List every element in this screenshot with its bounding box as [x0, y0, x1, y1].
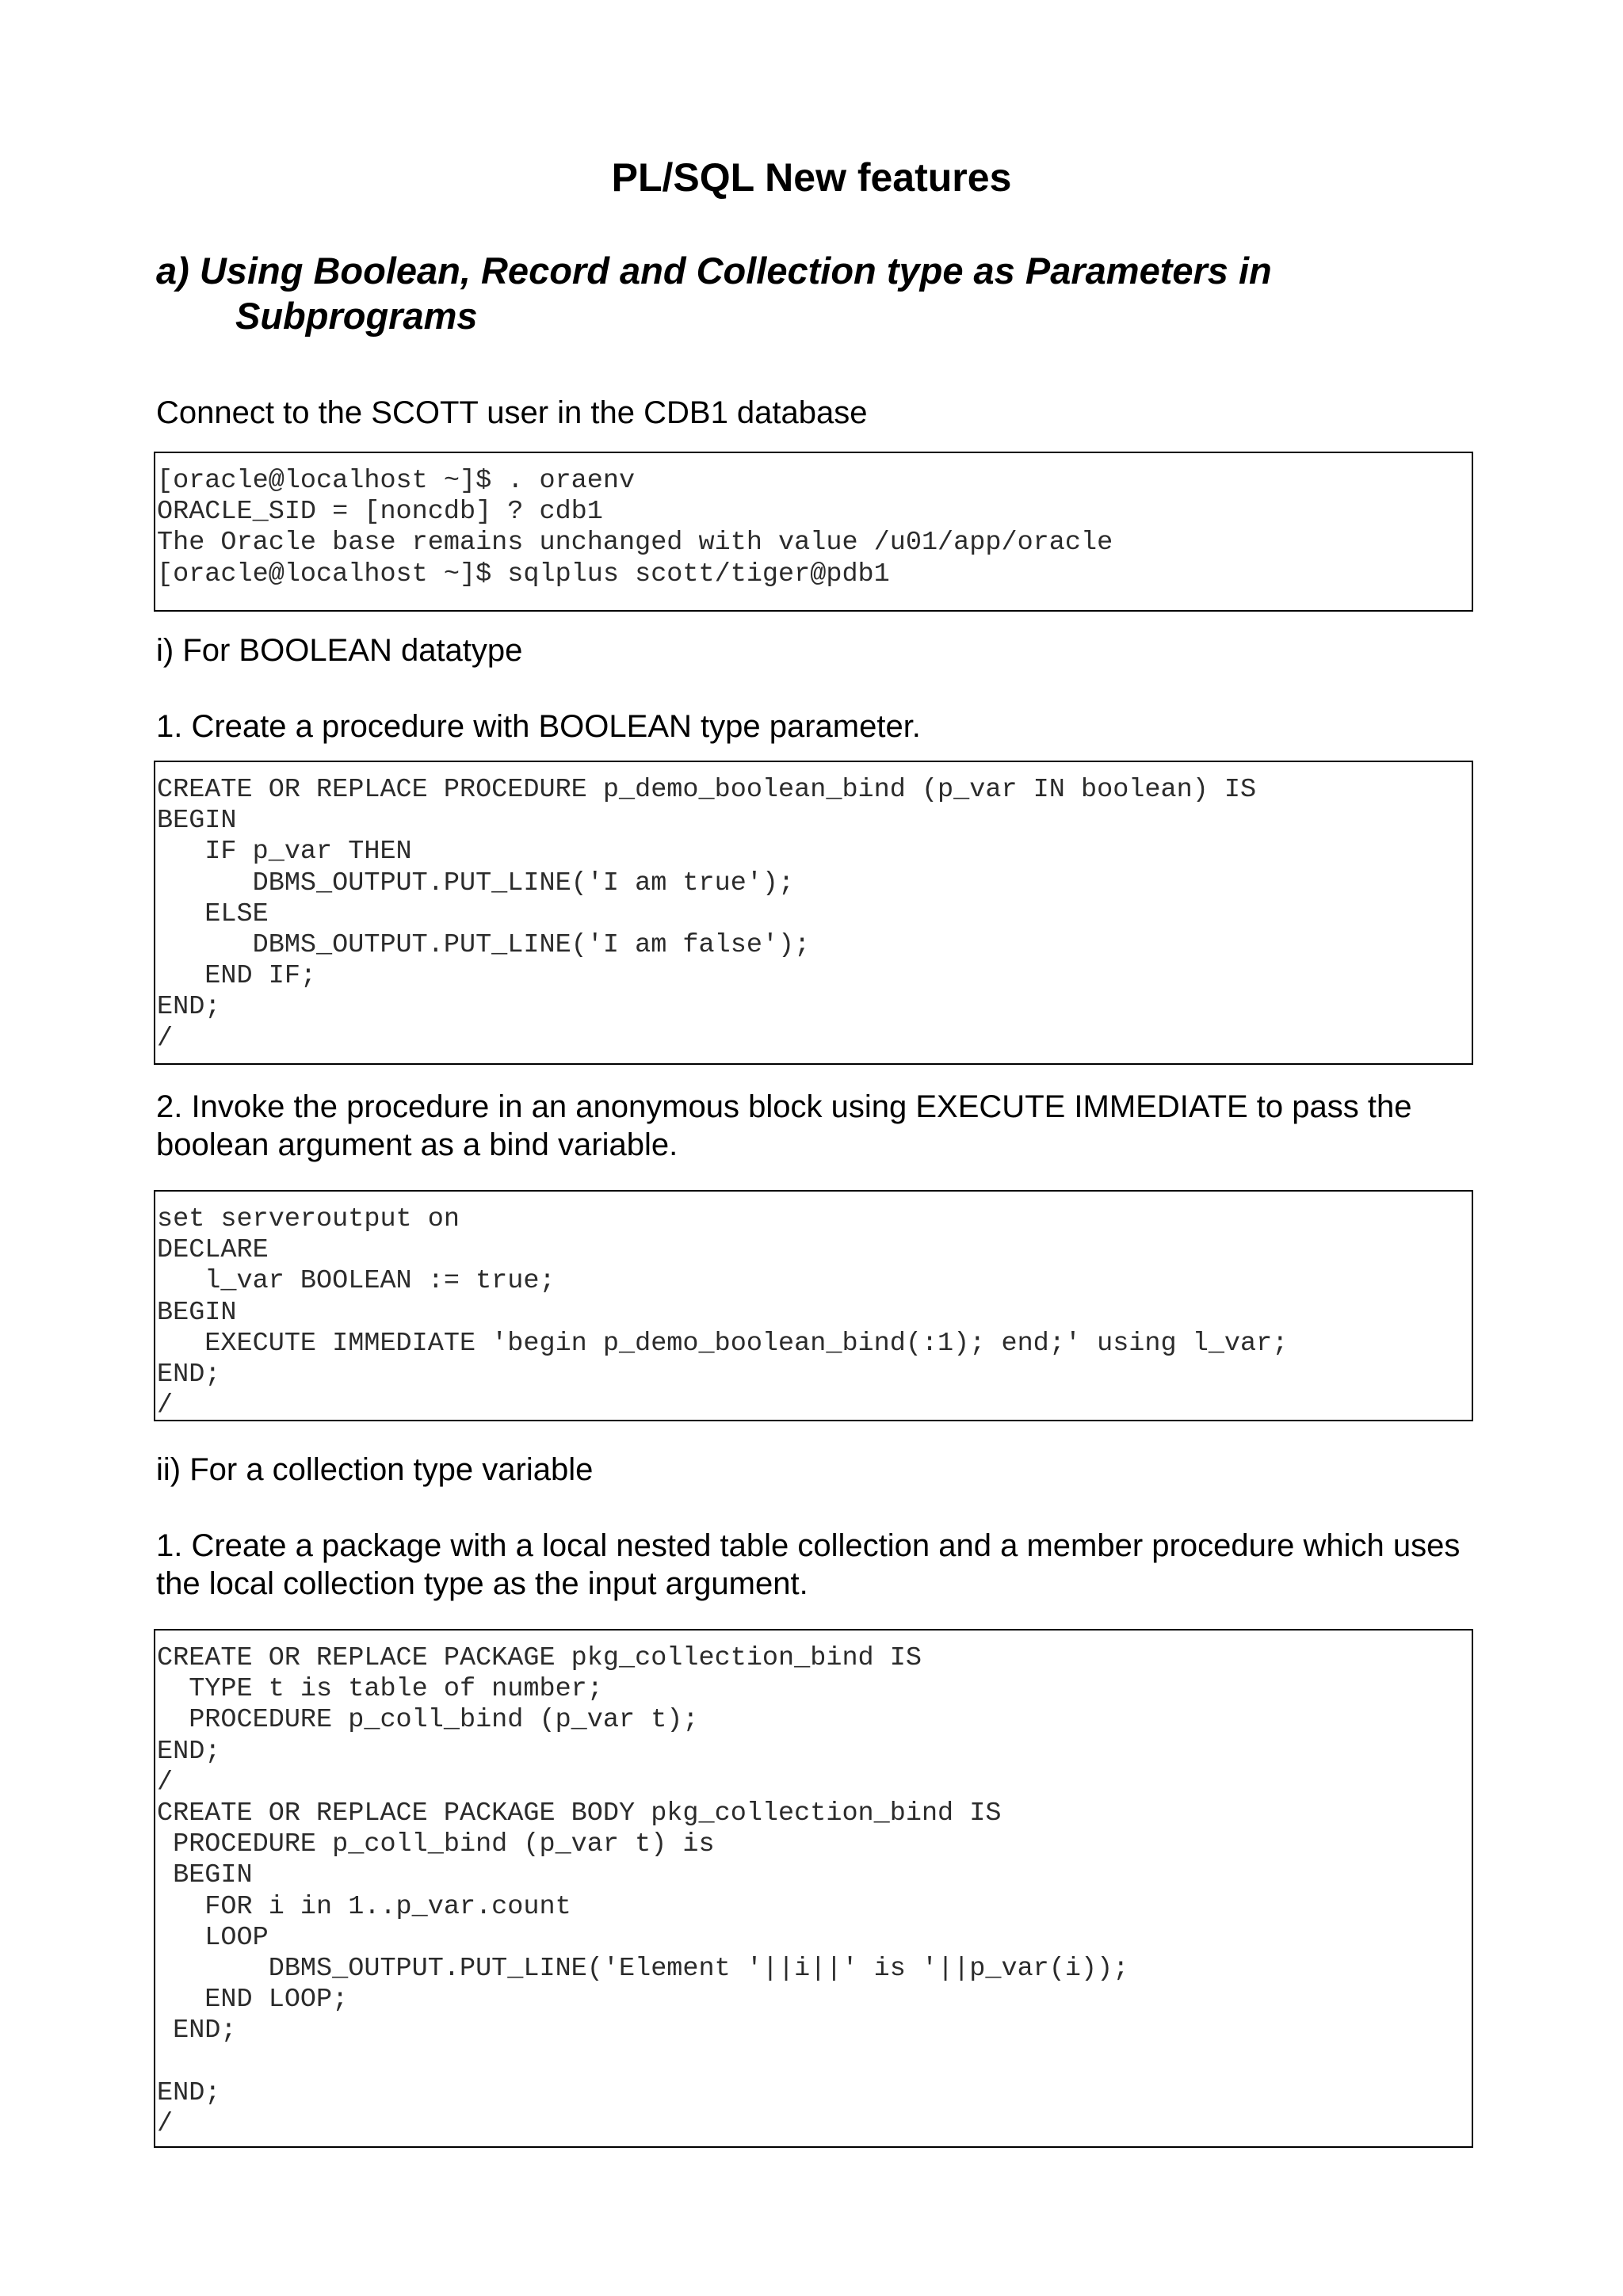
section-a-heading [156, 248, 1503, 338]
collection-step-1: 1. Create a package with a local nested table collection and a member procedure which uses the local collection type as the input argument. [156, 1528, 1461, 1601]
code-block-boolean-procedure: CREATE OR REPLACE PROCEDURE p_demo_boolean_bind (p_var IN boolean) IS BEGIN IF p_var THEN DBMS_OUTPUT.PUT_LINE('I am true'); ELSE DBMS_OUTPUT.PUT_LINE('I am false'); END IF; END; / [154, 761, 1473, 1065]
boolean-step-1: 1. Create a procedure with BOOLEAN type parameter. [156, 709, 921, 744]
section-a-heading-line2: Subprograms [235, 295, 478, 337]
boolean-step-2: 2. Invoke the procedure in an anonymous block using EXECUTE IMMEDIATE to pass the boolean argument as a bind variable. [156, 1089, 1412, 1162]
intro-text: Connect to the SCOTT user in the CDB1 database [156, 395, 868, 430]
code-block-boolean-invoke: set serveroutput on DECLARE l_var BOOLEAN := true; BEGIN EXECUTE IMMEDIATE 'begin p_demo_boolean_bind(:1); end;' using l_var; END; / [154, 1190, 1473, 1421]
code-block-collection-package: CREATE OR REPLACE PACKAGE pkg_collection_bind IS TYPE t is table of number; PROCEDURE p_coll_bind (p_var t); END; / CREATE OR REPLACE PACKAGE BODY pkg_collection_bind IS PROCEDURE p_coll_bind (p_var t) is BEGIN FOR i in 1..p_var.count LOOP DBMS_OUTPUT.PUT_LINE('Element '||i||' is '||p_var(i)); END LOOP; END; END; / [154, 1629, 1473, 2148]
code-block-connect: [oracle@localhost ~]$ . oraenv ORACLE_SID = [noncdb] ? cdb1 The Oracle base remains unchanged with value /u01/app/oracle [oracle@localhost ~]$ sqlplus scott/tiger@pdb1 [154, 452, 1473, 612]
page-title: PL/SQL New features [611, 155, 1012, 200]
section-a-heading-line1: a) Using Boolean, Record and Collection type as Parameters in [156, 250, 1272, 292]
boolean-subheading: i) For BOOLEAN datatype [156, 633, 523, 668]
collection-subheading: ii) For a collection type variable [156, 1452, 594, 1487]
